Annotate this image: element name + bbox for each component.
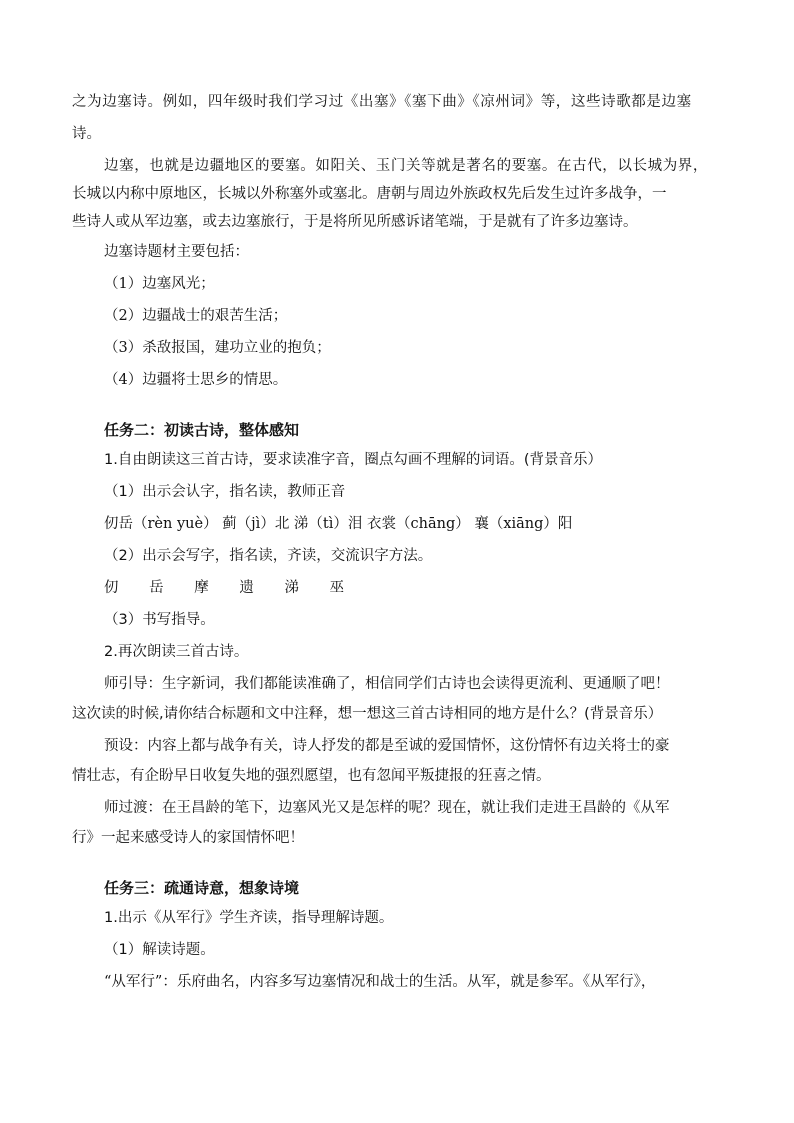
- task2-step2: 2.再次朗读三首古诗。: [104, 644, 249, 660]
- theme-item: （4）边疆将士思乡的情思。: [104, 372, 288, 388]
- task3-step1-1: （1）解读诗题。: [104, 942, 215, 958]
- write-char: 仞: [104, 580, 119, 596]
- teacher-guide-line-1: 师引导：生字新词，我们都能读准确了，相信同学们古诗也会读得更流利、更通顺了吧！: [104, 676, 670, 692]
- teacher-guide-line-2: 这次读的时候,请你结合标题和文中注释，想一想这三首古诗相同的地方是什么？(背景音乐）: [72, 706, 663, 722]
- task2-step1-1: （1）出示会认字，指名读，教师正音: [104, 484, 346, 500]
- biansai-paragraph-line-1: 边塞，也就是边疆地区的要塞。如阳关、玉门关等就是著名的要塞。在古代，以长城为界，: [104, 158, 708, 174]
- themes-intro: 边塞诗题材主要包括：: [104, 244, 249, 260]
- intro-line-2: 诗。: [72, 126, 101, 142]
- preset-line-2: 情壮志，有企盼早日收复失地的强烈愿望，也有忽闻平叛捷报的狂喜之情。: [72, 768, 551, 784]
- write-char: 涕: [284, 580, 299, 596]
- theme-item: （3）杀敌报国，建功立业的抱负；: [104, 340, 331, 356]
- pinyin-line: 仞岳（rèn yuè） 蓟（jì）北 涕（tì）泪 衣裳（chāng） 襄（xiāng）阳: [104, 516, 573, 532]
- intro-line-1: 之为边塞诗。例如，四年级时我们学习过《出塞》《塞下曲》《凉州词》等，这些诗歌都是边塞: [72, 94, 692, 110]
- task2-step1: 1.自由朗读这三首古诗，要求读准字音，圈点勾画不理解的词语。(背景音乐）: [104, 452, 602, 468]
- theme-item: （1）边塞风光；: [104, 276, 215, 292]
- task3-step1: 1.出示《从军行》学生齐读，指导理解诗题。: [104, 910, 394, 926]
- biansai-paragraph-line-2: 长城以内称中原地区，长城以外称塞外或塞北。唐朝与周边外族政权先后发生过许多战争，一: [72, 186, 667, 202]
- transition-line-1: 师过渡：在王昌龄的笔下，边塞风光又是怎样的呢？现在，就让我们走进王昌龄的《从军: [104, 800, 670, 816]
- task2-step1-3: （3）书写指导。: [104, 612, 215, 628]
- write-char: 摩: [194, 580, 209, 596]
- task3-heading: 任务三：疏通诗意，想象诗境: [104, 879, 300, 897]
- write-char: 遗: [239, 580, 254, 596]
- page-content: [72, 92, 724, 992]
- task2-heading: 任务二：初读古诗，整体感知: [104, 421, 300, 439]
- theme-item: （2）边疆战士的艰苦生活；: [104, 308, 288, 324]
- cjx-note-line: “从军行”：乐府曲名，内容多写边塞情况和战士的生活。从军，就是参军。《从军行》，: [104, 974, 656, 990]
- write-char: 巫: [329, 580, 345, 596]
- biansai-paragraph-line-3: 些诗人或从军边塞，或去边塞旅行，于是将所见所感诉诸笔端，于是就有了许多边塞诗。: [72, 214, 638, 230]
- transition-line-2: 行》一起来感受诗人的家国情怀吧！: [72, 830, 304, 846]
- write-chars-row: [72, 578, 724, 598]
- write-char: 岳: [149, 580, 164, 596]
- task2-step1-2: （2）出示会写字，指名读，齐读，交流识字方法。: [104, 548, 433, 564]
- preset-line-1: 预设：内容上都与战争有关，诗人抒发的都是至诚的爱国情怀，这份情怀有边关将士的豪: [104, 738, 670, 754]
